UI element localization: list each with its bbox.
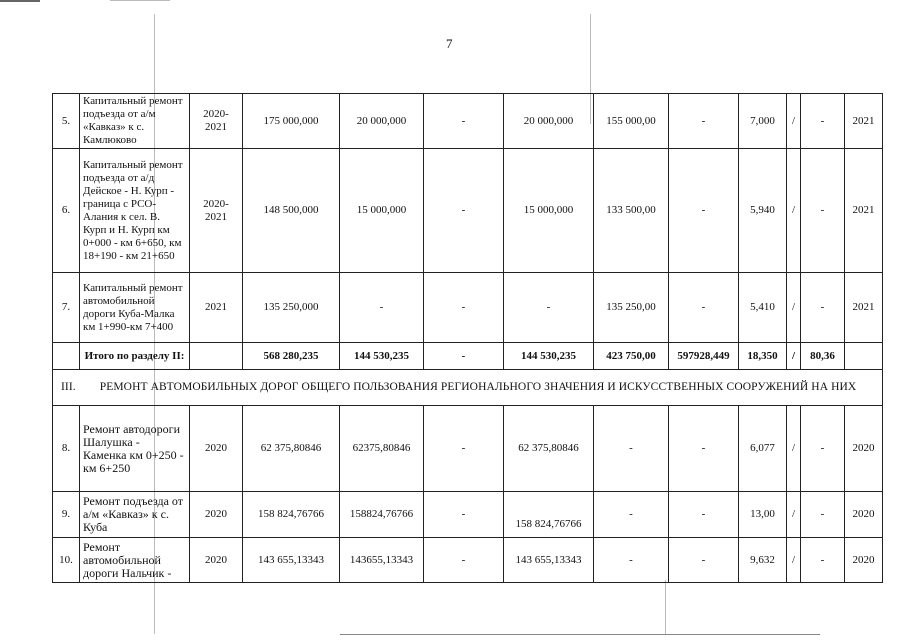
cell-value: 20 000,000 xyxy=(504,94,594,149)
scan-artifact xyxy=(665,580,666,635)
table-row xyxy=(53,406,883,492)
cell-value: 143 655,13343 xyxy=(243,538,340,583)
table-row xyxy=(53,538,883,583)
cell-value: - xyxy=(669,94,739,149)
cell-value: 9,632 xyxy=(739,538,787,583)
cell-value: / xyxy=(787,273,801,343)
cell-value: 15 000,000 xyxy=(504,149,594,273)
cell-value: 2021 xyxy=(845,94,883,149)
scan-artifact xyxy=(0,0,40,2)
object-name: Ремонт подъезда от а/м «Кавказ» к с. Куба xyxy=(80,492,190,538)
cell-value: - xyxy=(801,492,845,538)
cell-value: / xyxy=(787,406,801,492)
row-number: 5. xyxy=(53,94,80,149)
cell-value: 158824,76766 xyxy=(340,492,424,538)
cell-value: 62 375,80846 xyxy=(243,406,340,492)
cell-value: - xyxy=(801,94,845,149)
object-name: Капитальный ремонт подъезда от а/д Дейское - Н. Курп - граница с РСО-Алания к сел. В. Курп и Н. Курп км 0+000 - км 6+650, км 18+190 - км 21+650 xyxy=(80,149,190,273)
table-row xyxy=(53,149,883,273)
cell-value: 158 824,76766 xyxy=(243,492,340,538)
total-value: 568 280,235 xyxy=(243,343,340,370)
table-row xyxy=(53,492,883,538)
cell-value: 148 500,000 xyxy=(243,149,340,273)
cell-value: 62375,80846 xyxy=(340,406,424,492)
cell-value: 2020 xyxy=(845,538,883,583)
section-row xyxy=(53,370,883,406)
page-number: 7 xyxy=(446,36,453,51)
total-value: 80,36 xyxy=(801,343,845,370)
total-value xyxy=(845,343,883,370)
section-heading xyxy=(53,370,883,406)
cell-value: 62 375,80846 xyxy=(504,406,594,492)
cell-value: 2021 xyxy=(845,149,883,273)
cell-value: 6,077 xyxy=(739,406,787,492)
cell-value: - xyxy=(669,406,739,492)
cell-value: 5,410 xyxy=(739,273,787,343)
object-name: Ремонт автомобильной дороги Нальчик - xyxy=(80,538,190,583)
years: 2020 xyxy=(190,538,243,583)
cell-value: 135 250,00 xyxy=(594,273,669,343)
cell-value: / xyxy=(787,492,801,538)
cell-value: 2020 xyxy=(845,406,883,492)
cell-value: - xyxy=(424,492,504,538)
total-value: / xyxy=(787,343,801,370)
cell-value: - xyxy=(424,406,504,492)
years: 2020 xyxy=(190,492,243,538)
cell-value: 143655,13343 xyxy=(340,538,424,583)
total-value: 423 750,00 xyxy=(594,343,669,370)
cell-value: - xyxy=(801,273,845,343)
row-number: 7. xyxy=(53,273,80,343)
row-number: 9. xyxy=(53,492,80,538)
cell-value: 133 500,00 xyxy=(594,149,669,273)
cell-value: - xyxy=(424,538,504,583)
cell-value: - xyxy=(594,406,669,492)
row-number: 8. xyxy=(53,406,80,492)
cell-value: - xyxy=(801,149,845,273)
total-value: 144 530,235 xyxy=(504,343,594,370)
section-title: РЕМОНТ АВТОМОБИЛЬНЫХ ДОРОГ ОБЩЕГО ПОЛЬЗОВАНИЯ РЕГИОНАЛЬНОГО ЗНАЧЕНИЯ И ИСКУССТВЕННЫХ СООРУЖЕНИЙ НА НИХ xyxy=(99,381,857,393)
cell-value: / xyxy=(787,149,801,273)
program-table xyxy=(52,93,883,583)
cell-value: 7,000 xyxy=(739,94,787,149)
cell-value: 5,940 xyxy=(739,149,787,273)
table-row xyxy=(53,273,883,343)
object-name: Ремонт автодороги Шалушка - Каменка км 0+250 - км 6+250 xyxy=(80,406,190,492)
cell-value: 135 250,000 xyxy=(243,273,340,343)
cell-value: - xyxy=(594,538,669,583)
cell-value: - xyxy=(340,273,424,343)
cell-value: - xyxy=(424,94,504,149)
cell-value: 20 000,000 xyxy=(340,94,424,149)
row-number: 6. xyxy=(53,149,80,273)
years: 2021 xyxy=(190,273,243,343)
cell-value: - xyxy=(669,492,739,538)
cell-value: - xyxy=(801,538,845,583)
cell-value: 15 000,000 xyxy=(340,149,424,273)
total-label: Итого по разделу II: xyxy=(80,343,190,370)
cell-value: - xyxy=(424,273,504,343)
cell-value: 13,00 xyxy=(739,492,787,538)
cell-value: / xyxy=(787,94,801,149)
total-value: 144 530,235 xyxy=(340,343,424,370)
cell-value: - xyxy=(504,273,594,343)
cell-value: 155 000,00 xyxy=(594,94,669,149)
cell-value: - xyxy=(801,406,845,492)
years: 2020 xyxy=(190,406,243,492)
total-value: 18,350 xyxy=(739,343,787,370)
years: 2020-2021 xyxy=(190,94,243,149)
total-value: 597928,449 xyxy=(669,343,739,370)
section-number: III. xyxy=(61,381,76,393)
cell-value: 2021 xyxy=(845,273,883,343)
total-row xyxy=(53,343,883,370)
object-name: Капитальный ремонт автомобильной дороги Куба-Малка км 1+990-км 7+400 xyxy=(80,273,190,343)
cell-value: - xyxy=(594,492,669,538)
total-value: - xyxy=(424,343,504,370)
cell-value: / xyxy=(787,538,801,583)
years: 2020-2021 xyxy=(190,149,243,273)
cell-value: - xyxy=(424,149,504,273)
cell-value: 143 655,13343 xyxy=(504,538,594,583)
cell-value: 158 824,76766 xyxy=(504,492,594,538)
row-number: 10. xyxy=(53,538,80,583)
table-row xyxy=(53,94,883,149)
cell-value: - xyxy=(669,273,739,343)
cell-value: 2020 xyxy=(845,492,883,538)
object-name: Капитальный ремонт подъезда от а/м «Кавказ» к с. Камлюково xyxy=(80,94,190,149)
scan-artifact xyxy=(110,0,170,1)
cell-value: 175 000,000 xyxy=(243,94,340,149)
scan-artifact xyxy=(340,634,820,635)
cell-value: - xyxy=(669,538,739,583)
cell-value: - xyxy=(669,149,739,273)
